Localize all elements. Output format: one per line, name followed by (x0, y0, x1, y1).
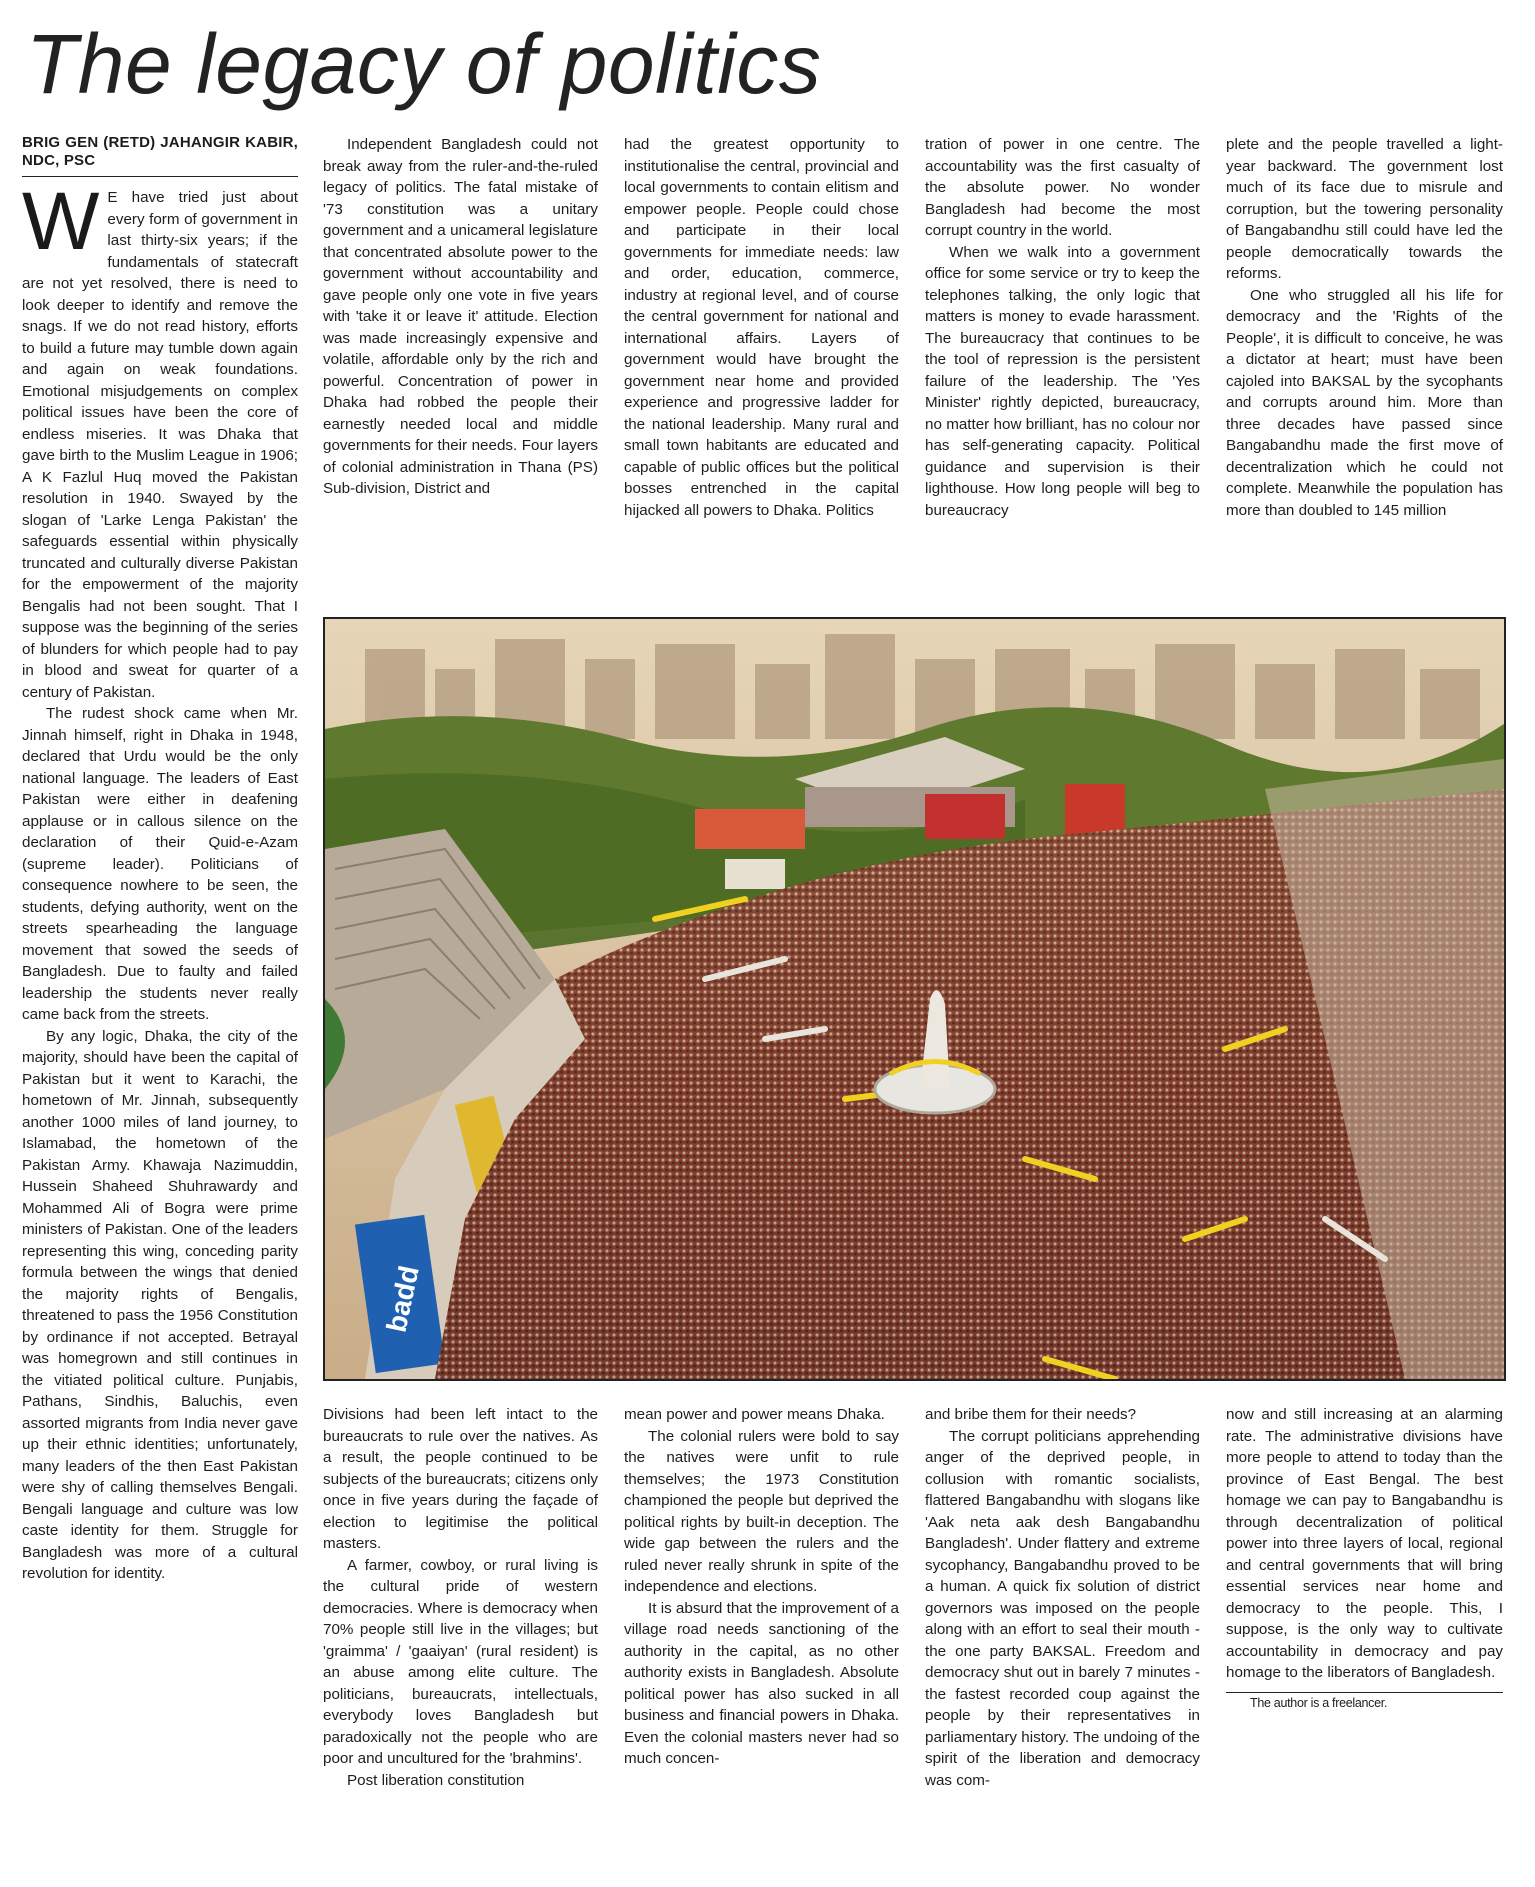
billboard-text: badd (380, 1262, 425, 1335)
paragraph: W E have tried just about every form of government in last thirty-six years; if the fundamentals of statecraft are not yet resolved, there is need to look deeper to identify and remove the snags. If we do not read history, efforts to build a future may tumble down again and again on weak foundations. Emotional misjudgements on complex political issues have been the core of endless miseries. It was Dhaka that gave birth to the Muslim League in 1906; A K Fazlul Huq moved the Pakistan resolution in 1940. Swayed by the slogan of 'Larke Lenga Pakistan' the safeguards essential within physically truncated and culturally diverse Pakistan for the empowerment of the majority Bengalis had not been sought. That I suppose was the beginning of the series of blunders for which people had to pay in blood and sweat for quarter of a century of Pakistan. (22, 176, 298, 701)
paragraph: By any logic, Dhaka, the city of the majority, should have been the capital of Pakistan but it went to Karachi, the hometown of Mr. Jinnah, subsequently another 1000 miles of land journey, to Islamabad, the hometown of the Pakistan Army. Khawaja Nazimuddin, Hussein Shaheed Shuhrawardy and Mohammed Ali of Bogra were prime ministers of Pakistan. One of the leaders representing this wing, conceding parity formula between the wings that denied the majority rights of Bengalis, threatened to pass the 1956 Constitution by ordinance if not accepted. Betrayal was homegrown and still continues in the vitiated political culture. Punjabis, Pathans, Sindhis, Baluchis, even assorted migrants from India never gave up their ethnic identities; unfortunately, many leaders of the then East Pakistan were shy of calling themselves Bengali. Bengali language and culture was low caste identity for them. Struggle for Bangladesh was more of a cultural revolution for identity. (22, 1027, 298, 1582)
billboard (695, 809, 805, 849)
drop-cap: W (22, 176, 100, 267)
paragraph: Post liberation constitution (347, 1771, 525, 1789)
byline: BRIG GEN (RETD) JAHANGIR KABIR, NDC, PSC (22, 134, 298, 177)
paragraph: When we walk into a government office for some service or try to keep the telephones talking, the only logic that matters is money to evade harassment. The bureaucracy that continues to be the tool of repression is the persistent failure of the leadership. The 'Yes Minister' rightly depicted, bureaucracy, no matter how brilliant, has no colour nor has self-generating capacity. Political guidance and supervision is their lighthouse. How long people will beg to bureaucracy (925, 243, 1200, 519)
paragraph: The rudest shock came when Mr. Jinnah himself, right in Dhaka in 1948, declared that Urdu would be the only national language. The leaders of East Pakistan were either in deafening applause or in callous silence on the declaration of their Quid-e-Azam (supreme leader). Politicians of consequence nowhere to be seen, the students, defying authority, went on the streets spearheading the language movement that sowed the seeds of Bangladesh. Due to faulty and failed leadership the students never really came back from the streets. (22, 705, 298, 1023)
paragraph: Divisions had been left intact to the bureaucrats to rule over the natives. As a result, the people continued to be subjects of the bureaucrats; citizens only once in five years during the façade of election to legitimise the political masters. (323, 1406, 598, 1552)
article-column-4-top (925, 134, 1200, 584)
paragraph: Independent Bangladesh could not break away from the ruler-and-the-ruled legacy of politics. The fatal mistake of '73 constitution was a unitary government and a unicameral legislature that concentrated absolute power to the government without accountability and gave people only one vote in five years with 'take it or leave it' attitude. Election was made increasingly expensive and volatile, affordable only by the rich and powerful. Concentration of power in Dhaka had robbed the people their earnestly needed local and middle governments for their needs. Four layers of colonial administration in Thana (PS) Sub-division, District and (323, 136, 598, 497)
paragraph: tration of power in one centre. The accountability was the first casualty of the absolute power. No wonder Bangladesh had become the most corrupt country in the world. (925, 136, 1200, 239)
crowd-photo-illustration (325, 619, 1504, 1379)
paragraph: It is absurd that the improvement of a village road needs sanctioning of the authority in the capital, as no other authority exists in Bangladesh. Absolute political power has also sucked in all business and financial powers in Dhaka. Even the colonial masters never had so much concen- (624, 1599, 899, 1767)
paragraph: The corrupt politicians apprehending anger of the deprived people, in collusion with romantic socialists, flattered Bangabandhu with slogans like 'Aak neta aak desh Bangabandhu Bangladesh'. Under flattery and extreme sycophancy, Bangabandhu proved to be a human. A quick fix solution of district governors was imposed on the people along with an effort to seal their mouth - the one party BAKSAL. Freedom and democracy shut out in barely 7 minutes - the fastest recorded coup against the people by their representatives in parliamentary history. The undoing of the spirit of the liberation and democracy was com- (925, 1427, 1200, 1789)
article-column-1 (22, 134, 298, 1874)
paragraph: and bribe them for their needs? (925, 1406, 1137, 1423)
paragraph: mean power and power means Dhaka. (624, 1406, 885, 1423)
author-credit: The author is a freelancer. (1250, 1695, 1388, 1710)
paragraph: had the greatest opportunity to institutionalise the central, provincial and local governments to contain elitism and empower people. People could chose and participate in their local governments for immediate needs: law and order, education, commerce, industry at regional level, and of course the central government for national and international affairs. Layers of government would have brought the government near home and provided experience and progressive ladder for the national leadership. Many rural and small town habitants are educated and capable of public offices but the political bosses entrenched in the capital hijacked all powers to Dhaka. Politics (624, 136, 899, 519)
article-column-3-bottom (624, 1404, 899, 1874)
paragraph: One who struggled all his life for democracy and the 'Rights of the People', it is difficult to conceive, he was a dictator at heart; must have been cajoled into BAKSAL by the sycophants and corrupts around him. More than three decades have passed since Bangabandhu made the first move of decentralization which he could not complete. Meanwhile the population has more than doubled to 145 million (1226, 286, 1503, 519)
article-column-4-bottom (925, 1404, 1200, 1874)
article-column-2-bottom (323, 1404, 598, 1874)
crowd-photo (323, 617, 1506, 1381)
headline: The legacy of politics (26, 17, 822, 111)
paragraph: plete and the people travelled a light-year backward. The government lost much of its face due to misrule and corruption, but the towering personality of Bangabandhu still could have led the people democratically towards the reforms. (1226, 136, 1503, 282)
article-column-5-top (1226, 134, 1503, 584)
paragraph: now and still increasing at an alarming rate. The administrative divisions have more people to attend to today than the province of East Bengal. The best homage we can pay to Bangabandhu is through decentralization of political power into three layers of local, regional and central governments that will bring essential services near home and democracy to the people. This, I suppose, is the only way to cultivate accountability in democracy and pay homage to the liberators of Bangladesh. (1226, 1406, 1503, 1681)
article-column-5-bottom (1226, 1404, 1503, 1764)
paragraph: The colonial rulers were bold to say the natives were unfit to rule themselves; the 1973 Constitution championed the people but deprived the political rights by built-in deception. The wide gap between the rulers and the ruled never really shrunk in spite of the independence and elections. (624, 1427, 899, 1595)
paragraph: A farmer, cowboy, or rural living is the cultural pride of western democracies. Where is democracy when 70% people still live in the villages; but 'graimma' / 'gaaiyan' (rural resident) is an abuse among elite culture. The politicians, bureaucrats, intellectuals, everybody loves Bangladesh but paradoxically not the people who are poor and uncultured for the 'brahmins'. (323, 1556, 598, 1767)
article-column-2-top (323, 134, 598, 584)
article-column-3-top (624, 134, 899, 584)
